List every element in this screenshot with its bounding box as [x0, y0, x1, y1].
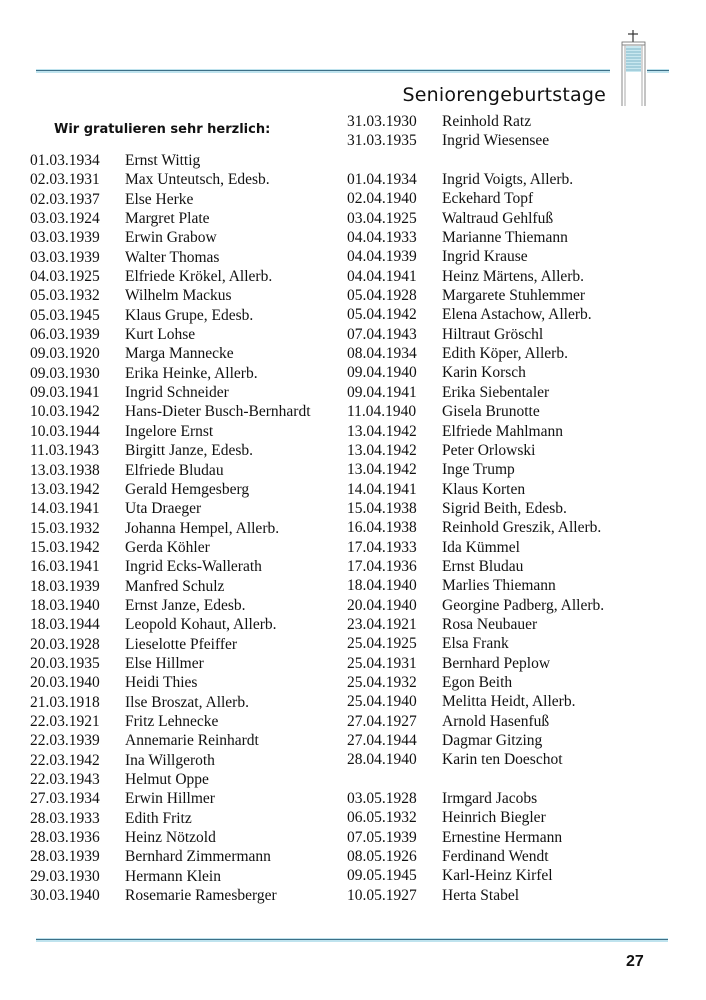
birth-date: 31.03.1930	[347, 113, 417, 130]
birth-date: 15.03.1932	[30, 519, 100, 537]
birthday-list-right	[347, 112, 604, 905]
birth-date: 05.04.1942	[347, 306, 417, 324]
person-name: Manfred Schulz	[125, 577, 225, 595]
person-name: Edith Köper, Allerb.	[442, 345, 568, 363]
birth-date: 18.03.1944	[30, 616, 100, 634]
birth-date: 20.03.1935	[30, 654, 100, 672]
birth-date: 31.03.1935	[347, 132, 417, 150]
person-name: Margarete Stuhlemmer	[442, 287, 586, 305]
person-name: Egon Beith	[442, 673, 513, 691]
birth-date: 11.04.1940	[347, 403, 417, 421]
birthday-entry	[347, 267, 604, 286]
birth-date: 03.03.1939	[30, 229, 100, 247]
birth-date: 13.04.1942	[347, 441, 417, 459]
person-name: Hans-Dieter Busch-Bernhardt	[125, 403, 311, 421]
person-name: Gisela Brunotte	[442, 403, 540, 421]
person-name: Leopold Kohaut, Allerb.	[125, 616, 277, 634]
birthday-entry	[347, 422, 604, 441]
birth-date: 04.04.1941	[347, 267, 417, 285]
person-name: Klaus Korten	[442, 480, 526, 498]
birthday-entry	[30, 596, 311, 615]
birthday-entry	[347, 325, 604, 344]
person-name: Herta Stabel	[442, 886, 520, 904]
birth-date: 17.04.1936	[347, 557, 417, 575]
person-name: Bernhard Peplow	[442, 654, 551, 672]
birthday-entry	[30, 635, 311, 654]
birth-date: 04.04.1933	[347, 229, 417, 247]
birth-date: 22.03.1943	[30, 771, 100, 788]
birthday-entry	[30, 325, 311, 344]
birth-date: 09.05.1945	[347, 867, 417, 885]
birth-date: 04.04.1939	[347, 248, 417, 266]
birthday-entry	[347, 866, 604, 885]
birthday-entry	[30, 847, 311, 866]
person-name: Ingelore Ernst	[125, 422, 214, 440]
birthday-entry	[30, 441, 311, 460]
person-name: Hiltraut Gröschl	[442, 325, 544, 343]
birthday-entry	[30, 615, 311, 634]
person-name: Annemarie Reinhardt	[125, 732, 259, 750]
person-name: Ina Willgeroth	[125, 751, 215, 769]
birthday-entry	[347, 344, 604, 363]
person-name: Erika Heinke, Allerb.	[125, 364, 258, 382]
birthday-entry	[30, 209, 311, 228]
birth-date: 02.04.1940	[347, 190, 417, 208]
person-name: Birgitt Janze, Edesb.	[125, 442, 253, 460]
person-name: Rosemarie Ramesberger	[125, 887, 277, 905]
birth-date: 03.03.1939	[30, 248, 100, 266]
birth-date: 09.04.1941	[347, 383, 417, 401]
birth-date: 01.03.1934	[30, 152, 100, 169]
birth-date: 09.03.1930	[30, 364, 100, 382]
person-name: Ingrid Krause	[442, 248, 528, 266]
person-name: Melitta Heidt, Allerb.	[442, 693, 576, 711]
person-name: Karin ten Doeschot	[442, 751, 563, 769]
birth-date: 27.04.1944	[347, 732, 417, 749]
birthday-entry	[347, 112, 604, 131]
person-name: Ernestine Hermann	[442, 828, 563, 846]
person-name: Kurt Lohse	[125, 326, 196, 344]
birthday-entry	[30, 499, 311, 518]
birth-date: 13.04.1942	[347, 461, 417, 479]
birthday-entry	[30, 673, 311, 692]
birthday-entry	[347, 441, 604, 460]
person-name: Ernst Bludau	[442, 557, 524, 575]
birth-date: 02.03.1931	[30, 171, 100, 189]
person-name: Gerda Köhler	[125, 538, 210, 556]
birth-date: 25.04.1940	[347, 693, 417, 711]
birthday-entry	[347, 576, 604, 595]
birthday-entry	[30, 402, 311, 421]
page-number: 27	[626, 953, 644, 970]
birth-date: 16.03.1941	[30, 558, 100, 576]
birth-date: 05.03.1932	[30, 287, 100, 305]
person-name: Karl-Heinz Kirfel	[442, 867, 553, 885]
birth-date: 08.05.1926	[347, 848, 417, 866]
birth-date: 10.05.1927	[347, 886, 417, 904]
birth-date: 14.04.1941	[347, 480, 417, 498]
person-name: Marga Mannecke	[125, 345, 234, 363]
birth-date: 28.03.1936	[30, 829, 100, 847]
birth-date: 25.04.1931	[347, 654, 417, 672]
birthday-entry	[30, 654, 311, 673]
birthday-entry	[30, 538, 311, 557]
person-name: Ferdinand Wendt	[442, 848, 549, 866]
person-name: Erika Siebentaler	[442, 383, 550, 401]
birthday-entry	[347, 209, 604, 228]
person-name: Uta Draeger	[125, 500, 202, 518]
birth-date: 13.03.1942	[30, 480, 100, 498]
birthday-entry	[347, 131, 604, 150]
person-name: Marianne Thiemann	[442, 229, 568, 247]
month-separator	[347, 770, 604, 789]
birthday-entry	[30, 364, 311, 383]
person-name: Ingrid Wiesensee	[442, 132, 550, 150]
birth-date: 06.05.1932	[347, 809, 417, 827]
birthday-entry	[30, 809, 311, 828]
birthday-entry	[30, 751, 311, 770]
birth-date: 03.04.1925	[347, 209, 417, 227]
birth-date: 05.04.1928	[347, 287, 417, 305]
birthday-entry	[347, 305, 604, 324]
birthday-entry	[30, 480, 311, 499]
birthday-entry	[347, 286, 604, 305]
person-name: Ernst Janze, Edesb.	[125, 596, 246, 614]
birth-date: 22.03.1921	[30, 712, 100, 730]
birth-date: 20.03.1940	[30, 674, 100, 692]
person-name: Else Herke	[125, 190, 194, 208]
birth-date: 16.04.1938	[347, 519, 417, 537]
birthday-entry	[30, 886, 311, 905]
birthday-entry	[347, 692, 604, 711]
person-name: Ingrid Schneider	[125, 384, 229, 402]
birthday-entry	[30, 170, 311, 189]
birth-date: 20.04.1940	[347, 596, 417, 614]
birthday-entry	[347, 789, 604, 808]
birthday-entry	[30, 383, 311, 402]
person-name: Karin Korsch	[442, 364, 526, 382]
birth-date: 28.03.1939	[30, 848, 100, 866]
birthday-entry	[30, 519, 311, 538]
birth-date: 05.03.1945	[30, 306, 100, 324]
person-name: Erwin Grabow	[125, 229, 217, 247]
birthday-entry	[347, 480, 604, 499]
person-name: Gerald Hemgesberg	[125, 480, 250, 498]
person-name: Peter Orlowski	[442, 441, 536, 459]
birth-date: 25.04.1932	[347, 673, 417, 691]
birthday-entry	[347, 634, 604, 653]
birthday-entry	[347, 518, 604, 537]
birthday-entry	[347, 654, 604, 673]
person-name: Fritz Lehnecke	[125, 712, 219, 730]
birth-date: 10.03.1942	[30, 403, 100, 421]
birth-date: 11.03.1943	[30, 442, 100, 460]
person-name: Erwin Hillmer	[125, 790, 215, 808]
birth-date: 06.03.1939	[30, 326, 100, 344]
birthday-list-left	[30, 151, 311, 905]
birthday-entry	[347, 808, 604, 827]
birth-date: 13.03.1938	[30, 461, 100, 479]
birthday-entry	[30, 286, 311, 305]
person-name: Elfriede Mahlmann	[442, 422, 563, 440]
person-name: Wilhelm Mackus	[125, 287, 232, 305]
birth-date: 18.04.1940	[347, 577, 417, 595]
birthday-entry	[30, 770, 311, 789]
month-separator	[347, 151, 604, 170]
person-name: Inge Trump	[442, 461, 515, 479]
person-name: Johanna Hempel, Allerb.	[125, 519, 280, 537]
birth-date: 27.03.1934	[30, 790, 100, 808]
birthday-entry	[347, 402, 604, 421]
person-name: Elsa Frank	[442, 635, 509, 653]
footer-rule	[36, 938, 668, 942]
person-name: Reinhold Ratz	[442, 113, 532, 130]
birth-date: 09.04.1940	[347, 364, 417, 382]
birthday-entry	[30, 731, 311, 750]
birth-date: 28.04.1940	[347, 751, 417, 769]
person-name: Margret Plate	[125, 210, 210, 228]
birth-date: 28.03.1933	[30, 809, 100, 827]
birth-date: 07.04.1943	[347, 325, 417, 343]
header-rule-right	[647, 69, 669, 73]
birthday-entry	[30, 248, 311, 267]
person-name: Ida Kümmel	[442, 538, 520, 556]
birthday-entry	[347, 828, 604, 847]
person-name: Irmgard Jacobs	[442, 790, 538, 808]
page-title: Seniorengeburtstage	[402, 84, 606, 106]
birthday-entry	[30, 190, 311, 209]
birthday-entry	[347, 731, 604, 750]
birthday-entry	[347, 247, 604, 266]
header-rule	[36, 69, 610, 73]
birth-date: 30.03.1940	[30, 887, 100, 905]
birth-date: 04.03.1925	[30, 268, 100, 286]
birth-date: 22.03.1939	[30, 732, 100, 750]
birth-date: 03.05.1928	[347, 790, 417, 808]
birthday-entry	[347, 363, 604, 382]
birth-date: 03.03.1924	[30, 210, 100, 228]
birthday-entry	[347, 847, 604, 866]
birthday-entry	[30, 422, 311, 441]
birth-date: 02.03.1937	[30, 190, 100, 208]
church-tower-icon	[620, 30, 648, 106]
person-name: Ilse Broszat, Allerb.	[125, 693, 249, 711]
birthday-entry	[347, 460, 604, 479]
person-name: Edith Fritz	[125, 809, 192, 827]
birthday-entry	[30, 712, 311, 731]
person-name: Sigrid Beith, Edesb.	[442, 499, 567, 517]
birth-date: 01.04.1934	[347, 171, 417, 189]
birth-date: 15.04.1938	[347, 499, 417, 517]
birth-date: 15.03.1942	[30, 538, 100, 556]
person-name: Lieselotte Pfeiffer	[125, 635, 238, 653]
birth-date: 17.04.1933	[347, 538, 417, 556]
birthday-entry	[30, 267, 311, 286]
person-name: Ingrid Ecks-Wallerath	[125, 558, 262, 576]
person-name: Walter Thomas	[125, 248, 220, 266]
birthday-entry	[347, 712, 604, 731]
birth-date: 20.03.1928	[30, 635, 100, 653]
birthday-entry	[30, 306, 311, 325]
person-name: Ernst Wittig	[125, 152, 201, 169]
person-name: Georgine Padberg, Allerb.	[442, 596, 605, 614]
birth-date: 13.04.1942	[347, 422, 417, 440]
birthday-entry	[30, 693, 311, 712]
birth-date: 14.03.1941	[30, 500, 100, 518]
birthday-entry	[30, 828, 311, 847]
birth-date: 27.04.1927	[347, 712, 417, 730]
birth-date: 09.03.1941	[30, 384, 100, 402]
person-name: Dagmar Gitzing	[442, 732, 543, 749]
birthday-entry	[347, 499, 604, 518]
person-name: Marlies Thiemann	[442, 577, 556, 595]
birth-date: 29.03.1930	[30, 867, 100, 885]
person-name: Rosa Neubauer	[442, 615, 538, 633]
birthday-entry	[347, 886, 604, 905]
person-name: Heinrich Biegler	[442, 809, 546, 827]
birthday-entry	[30, 461, 311, 480]
birthday-entry	[30, 228, 311, 247]
birthday-entry	[30, 344, 311, 363]
birth-date: 08.04.1934	[347, 345, 417, 363]
birthday-entry	[30, 557, 311, 576]
birthday-entry	[347, 750, 604, 769]
birthday-entry	[30, 577, 311, 596]
person-name: Elena Astachow, Allerb.	[442, 306, 592, 324]
birthday-entry	[30, 151, 311, 170]
birthday-entry	[347, 538, 604, 557]
birthday-entry	[347, 557, 604, 576]
person-name: Elfriede Bludau	[125, 461, 224, 479]
birthday-entry	[347, 596, 604, 615]
person-name: Else Hillmer	[125, 654, 204, 672]
birth-date: 18.03.1940	[30, 596, 100, 614]
birth-date: 10.03.1944	[30, 422, 100, 440]
person-name: Eckehard Topf	[442, 190, 534, 208]
birth-date: 09.03.1920	[30, 345, 100, 363]
birthday-entry	[347, 615, 604, 634]
person-name: Helmut Oppe	[125, 771, 209, 788]
person-name: Max Unteutsch, Edesb.	[125, 171, 270, 189]
person-name: Heinz Nötzold	[125, 829, 216, 847]
person-name: Heidi Thies	[125, 674, 198, 692]
person-name: Ingrid Voigts, Allerb.	[442, 171, 574, 189]
birthday-entry	[347, 170, 604, 189]
person-name: Waltraud Gehlfuß	[442, 209, 554, 227]
birth-date: 21.03.1918	[30, 693, 100, 711]
birthday-entry	[347, 189, 604, 208]
birth-date: 25.04.1925	[347, 635, 417, 653]
greeting-heading: Wir gratulieren sehr herzlich:	[54, 122, 271, 137]
birthday-entry	[347, 673, 604, 692]
person-name: Reinhold Greszik, Allerb.	[442, 519, 602, 537]
birth-date: 07.05.1939	[347, 828, 417, 846]
birthday-entry	[30, 867, 311, 886]
birth-date: 23.04.1921	[347, 615, 417, 633]
birth-date: 22.03.1942	[30, 751, 100, 769]
birthday-entry	[347, 228, 604, 247]
person-name: Bernhard Zimmermann	[125, 848, 271, 866]
birthday-entry	[30, 789, 311, 808]
person-name: Arnold Hasenfuß	[442, 712, 550, 730]
birth-date: 18.03.1939	[30, 577, 100, 595]
person-name: Heinz Märtens, Allerb.	[442, 267, 585, 285]
person-name: Klaus Grupe, Edesb.	[125, 306, 254, 324]
birthday-entry	[347, 383, 604, 402]
person-name: Elfriede Krökel, Allerb.	[125, 268, 273, 286]
person-name: Hermann Klein	[125, 867, 221, 885]
